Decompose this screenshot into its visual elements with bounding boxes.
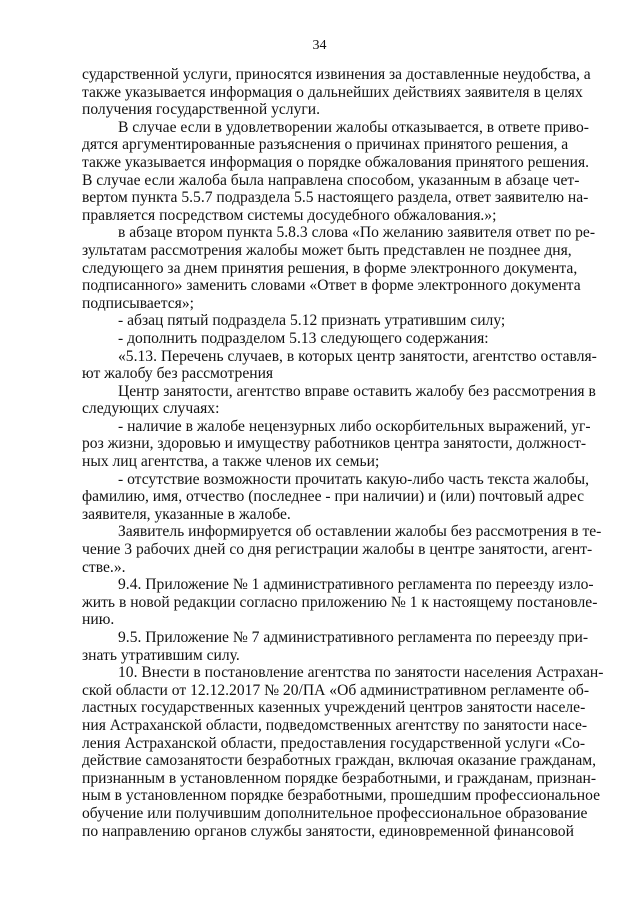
text-line: - наличие в жалобе нецензурных либо оскорбительных выражений, уг- — [118, 417, 591, 435]
text-line: вертом пункта 5.5.7 подраздела 5.5 настоящего раздела, ответ заявителю на- — [82, 189, 589, 207]
text-line: зультатам рассмотрения жалобы может быть представлен не позднее дня, — [82, 241, 572, 259]
text-line: Заявитель информируется об оставлении жалобы без рассмотрения в те- — [118, 523, 602, 541]
text-line: ных лиц агентства, а также членов их семьи; — [82, 453, 380, 471]
text-line: ластных государственных казенных учреждений центров занятости населе- — [82, 699, 586, 717]
text-line: подписанного» заменить словами «Ответ в форме электронного документа — [82, 277, 581, 295]
text-line: ния Астраханской области, подведомственных агентству по занятости насе- — [82, 716, 588, 734]
document-body — [82, 66, 604, 840]
text-line: 9.5. Приложение № 7 административного регламента по переезду при- — [118, 629, 589, 646]
text-line: следующего за днем принятия решения, в форме электронного документа, — [82, 259, 578, 277]
page-number: 34 — [312, 38, 327, 53]
text-line: ления Астраханской области, предоставления государственной услуги «Со- — [82, 734, 586, 752]
text-line: правляется посредством системы досудебного обжалования.»; — [82, 206, 497, 224]
text-line: признанным в установленном порядке безработными, и гражданам, признан- — [82, 769, 597, 787]
text-line: - дополнить подразделом 5.13 следующего содержания: — [118, 329, 489, 347]
text-line: Центр занятости, агентство вправе оставить жалобу без рассмотрения в — [118, 382, 596, 400]
text-line: - абзац пятый подраздела 5.12 признать утратившим силу; — [118, 312, 506, 330]
text-line: ют жалобу без рассмотрения — [82, 365, 274, 383]
text-line: также указывается информация о порядке обжалования принятого решения. — [82, 153, 590, 171]
text-line: сударственной услуги, приносятся извинения за доставленные неудобства, а — [82, 66, 591, 83]
text-line: получения государственной услуги. — [82, 101, 321, 119]
text-line: заявителя, указанные в жалобе. — [82, 505, 291, 523]
text-line: подписывается»; — [82, 294, 194, 312]
text-line: фамилию, имя, отчество (последнее - при наличии) и (или) почтовый адрес — [82, 488, 584, 506]
text-line: - отсутствие возможности прочитать какую-либо часть текста жалобы, — [118, 470, 590, 488]
text-line: дятся аргументированные разъяснения о причинах принятого решения, а — [82, 136, 569, 154]
text-line: ным в установленном порядке безработными, прошедшим профессиональное — [82, 787, 600, 805]
text-line: 9.4. Приложение № 1 административного регламента по переезду изло- — [118, 576, 594, 594]
text-line: В случае если в удовлетворении жалобы отказывается, в ответе приво- — [118, 118, 589, 136]
text-line: знать утратившим силу. — [82, 646, 240, 664]
text-line: обучение или получившим дополнительное профессиональное образование — [82, 804, 588, 822]
text-line: действие самозанятости безработных граждан, включая оказание гражданам, — [82, 752, 597, 770]
text-line: чение 3 рабочих дней со дня регистрации жалобы в центре занятости, агент- — [82, 541, 593, 559]
text-line: ской области от 12.12.2017 № 20/ПА «Об административном регламенте об- — [82, 681, 590, 699]
text-line: стве.». — [82, 558, 126, 576]
text-line: «5.13. Перечень случаев, в которых центр занятости, агентство оставля- — [118, 347, 597, 365]
text-line: 10. Внести в постановление агентства по занятости населения Астрахан- — [118, 664, 604, 682]
text-line: в абзаце втором пункта 5.8.3 слова «По желанию заявителя ответ по ре- — [118, 224, 596, 242]
text-line: по направлению органов службы занятости, единовременной финансовой — [82, 822, 574, 840]
text-line: также указывается информация о дальнейших действиях заявителя в целях — [82, 83, 583, 101]
text-line: жить в новой редакции согласно приложению № 1 к настоящему постановле- — [82, 593, 598, 611]
text-line: В случае если жалоба была направлена способом, указанным в абзаце чет- — [82, 171, 580, 189]
text-line: нию. — [82, 611, 115, 629]
text-line: следующих случаях: — [82, 400, 220, 418]
text-line: роз жизни, здоровью и имуществу работников центра занятости, должност- — [82, 435, 587, 453]
